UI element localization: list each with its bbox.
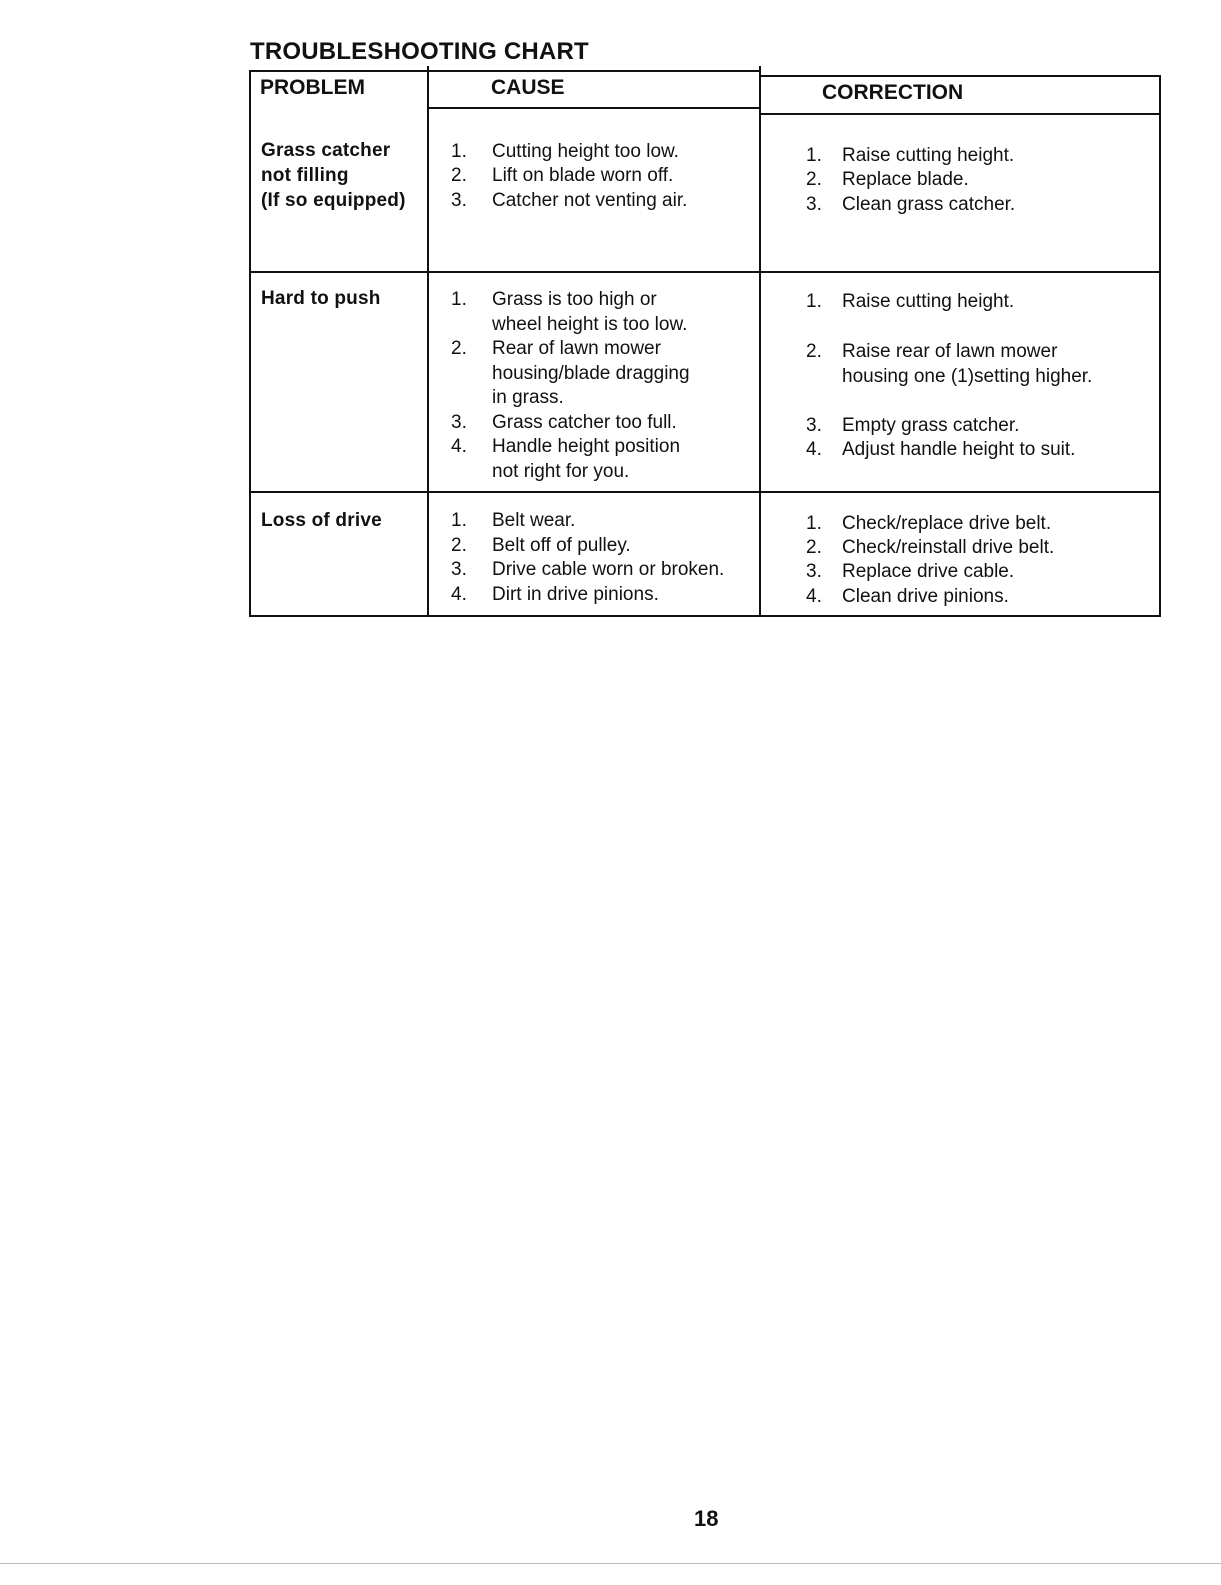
header-rule-cause xyxy=(427,107,759,109)
header-cause: CAUSE xyxy=(491,76,565,99)
item-number: 4. xyxy=(451,584,467,605)
item-text: Dirt in drive pinions. xyxy=(492,584,659,605)
scan-edge-line xyxy=(0,1563,1221,1564)
table-border-left xyxy=(249,70,251,616)
item-text: Check/reinstall drive belt. xyxy=(842,537,1055,558)
item-number: 2. xyxy=(451,338,467,359)
table-border-top xyxy=(249,70,759,72)
item-text: Replace drive cable. xyxy=(842,561,1015,582)
item-text: Check/replace drive belt. xyxy=(842,513,1052,534)
item-text: Raise cutting height. xyxy=(842,291,1015,312)
item-text: Grass is too high or wheel height is too low. xyxy=(492,289,688,335)
row-divider-1 xyxy=(249,271,1161,273)
item-number: 3. xyxy=(451,559,467,580)
item-number: 2. xyxy=(451,535,467,556)
chart-title: TROUBLESHOOTING CHART xyxy=(250,38,589,65)
item-number: 3. xyxy=(806,561,822,582)
item-text: Grass catcher too full. xyxy=(492,412,677,433)
item-text: Clean grass catcher. xyxy=(842,194,1016,215)
header-problem: PROBLEM xyxy=(260,76,365,99)
item-text: Raise cutting height. xyxy=(842,145,1015,166)
row-divider-2 xyxy=(249,491,1161,493)
item-number: 4. xyxy=(806,439,822,460)
item-text: Drive cable worn or broken. xyxy=(492,559,725,580)
column-divider-2 xyxy=(759,66,761,616)
item-number: 2. xyxy=(806,341,822,362)
item-number: 1. xyxy=(806,513,822,534)
item-text: Lift on blade worn off. xyxy=(492,165,674,186)
table-border-bottom xyxy=(249,615,1161,617)
item-text: Belt off of pulley. xyxy=(492,535,631,556)
item-text: Adjust handle height to suit. xyxy=(842,439,1076,460)
header-correction: CORRECTION xyxy=(822,81,964,104)
problem-grass-catcher: Grass catcher not filling (If so equipped) xyxy=(261,140,406,211)
item-number: 3. xyxy=(806,194,822,215)
page-number: 18 xyxy=(694,1506,719,1531)
troubleshooting-table xyxy=(249,66,1161,616)
problem-loss-of-drive: Loss of drive xyxy=(261,510,382,531)
item-text: Clean drive pinions. xyxy=(842,586,1009,607)
item-text: Handle height position not right for you. xyxy=(492,436,681,482)
item-text: Cutting height too low. xyxy=(492,141,679,162)
item-number: 4. xyxy=(451,436,467,457)
item-number: 2. xyxy=(806,169,822,190)
item-number: 3. xyxy=(451,412,467,433)
item-number: 1. xyxy=(451,141,467,162)
item-text: Rear of lawn mower housing/blade dragging in grass. xyxy=(492,338,690,408)
item-text: Belt wear. xyxy=(492,510,576,531)
item-number: 1. xyxy=(451,510,467,531)
item-number: 3. xyxy=(806,415,822,436)
table-border-right xyxy=(1159,75,1161,616)
item-text: Catcher not venting air. xyxy=(492,190,688,211)
item-number: 1. xyxy=(806,291,822,312)
table-border-top-right xyxy=(759,75,1161,77)
item-text: Empty grass catcher. xyxy=(842,415,1020,436)
item-number: 4. xyxy=(806,586,822,607)
item-text: Replace blade. xyxy=(842,169,969,190)
header-rule-correction xyxy=(759,113,1161,115)
item-number: 2. xyxy=(451,165,467,186)
item-text: Raise rear of lawn mower housing one (1)setting higher. xyxy=(842,341,1093,387)
item-number: 1. xyxy=(451,289,467,310)
item-number: 2. xyxy=(806,537,822,558)
column-divider-1 xyxy=(427,66,429,616)
item-number: 3. xyxy=(451,190,467,211)
problem-hard-to-push: Hard to push xyxy=(261,288,381,309)
item-number: 1. xyxy=(806,145,822,166)
